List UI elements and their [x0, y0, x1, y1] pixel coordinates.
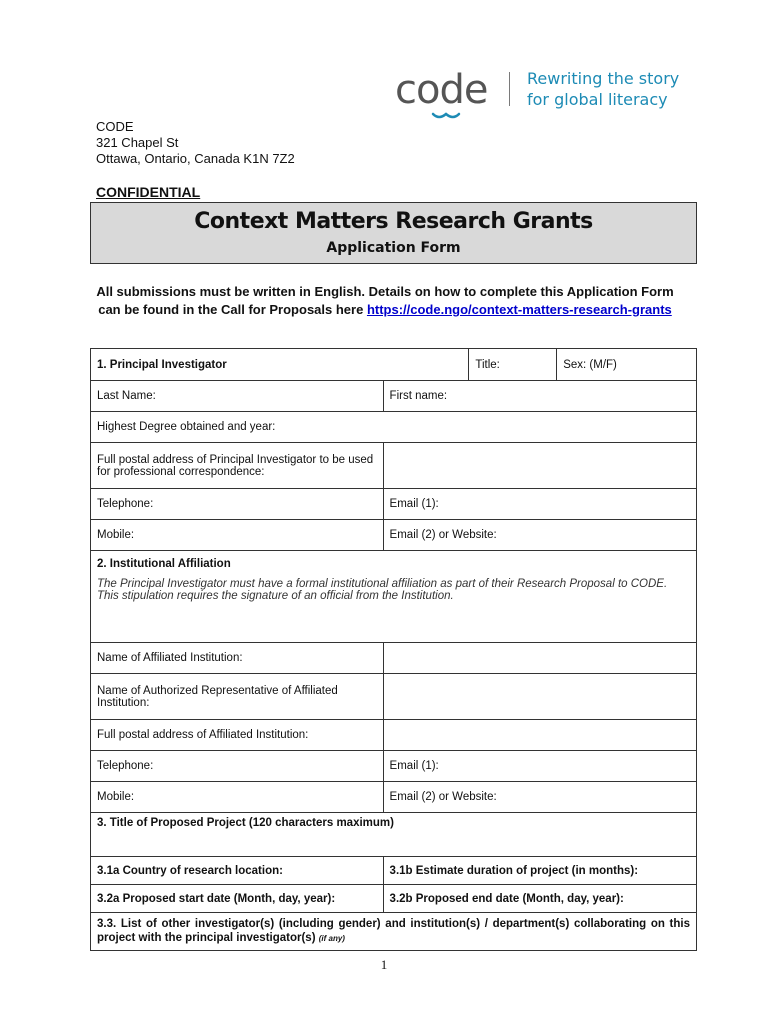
- section2-note: The Principal Investigator must have a formal institutional affiliation as part of their Research Proposal to CODE. This stipulation requires the signature of an official from the Institution.: [97, 578, 668, 602]
- address-line2: 321 Chapel St: [96, 135, 179, 150]
- form-subtitle: Application Form: [326, 240, 461, 256]
- telephone-field[interactable]: Telephone:: [91, 489, 384, 520]
- book-wave-icon: [431, 110, 461, 122]
- email1-field[interactable]: Email (1):: [383, 489, 696, 520]
- form-title-box: [90, 202, 697, 264]
- institution-rep-field[interactable]: [383, 674, 696, 720]
- pi-title-field[interactable]: Title:: [469, 349, 557, 381]
- mailing-address: [96, 119, 295, 167]
- institution-address-label: Full postal address of Affiliated Institution:: [91, 720, 384, 751]
- institution-email1-field[interactable]: Email (1):: [383, 751, 696, 782]
- address-line3: Ottawa, Ontario, Canada K1N 7Z2: [96, 151, 295, 166]
- logo-tagline: [527, 68, 679, 110]
- email2-field[interactable]: Email (2) or Website:: [383, 520, 696, 551]
- application-form-table: [90, 348, 697, 951]
- institution-mobile-field[interactable]: Mobile:: [91, 782, 384, 813]
- section2-heading: 2. Institutional Affiliation: [97, 558, 231, 570]
- institution-name-field[interactable]: [383, 643, 696, 674]
- section2-block: [91, 551, 697, 643]
- other-investigators-label: 3.3. List of other investigator(s) (including gender) and institution(s) / department(s) collaborating on this project with the principal investigator(s): [97, 918, 690, 944]
- institution-address-field[interactable]: [383, 720, 696, 751]
- institution-telephone-field[interactable]: Telephone:: [91, 751, 384, 782]
- country-field[interactable]: 3.1a Country of research location:: [91, 857, 384, 885]
- intro-body: All submissions must be written in English. Details on how to complete this Application Form can be found in the Call for Proposals here: [96, 284, 674, 317]
- logo-wordmark: code: [395, 67, 488, 113]
- institution-email2-field[interactable]: Email (2) or Website:: [383, 782, 696, 813]
- institution-rep-label: Name of Authorized Representative of Affiliated Institution:: [91, 674, 384, 720]
- first-name-field[interactable]: First name:: [383, 381, 696, 412]
- start-date-field[interactable]: 3.2a Proposed start date (Month, day, year):: [91, 885, 384, 913]
- form-title: Context Matters Research Grants: [194, 209, 593, 234]
- mobile-field[interactable]: Mobile:: [91, 520, 384, 551]
- confidential-label: CONFIDENTIAL: [96, 184, 201, 200]
- pi-address-field[interactable]: [383, 443, 696, 489]
- page-number: 1: [380, 957, 388, 972]
- if-any-note: (if any): [318, 934, 345, 943]
- intro-text: [90, 283, 680, 319]
- pi-address-label: Full postal address of Principal Investigator to be used for professional correspondence:: [91, 443, 384, 489]
- section1-heading: 1. Principal Investigator: [91, 349, 469, 381]
- duration-field[interactable]: 3.1b Estimate duration of project (in months):: [383, 857, 696, 885]
- logo-divider: [509, 72, 510, 106]
- logo-tagline-line2: for global literacy: [527, 90, 668, 109]
- pi-sex-field[interactable]: Sex: (M/F): [557, 349, 697, 381]
- other-investigators-field[interactable]: [91, 913, 697, 951]
- call-for-proposals-link[interactable]: https://code.ngo/context-matters-research-grants: [366, 302, 672, 317]
- institution-name-label: Name of Affiliated Institution:: [91, 643, 384, 674]
- end-date-field[interactable]: 3.2b Proposed end date (Month, day, year):: [383, 885, 696, 913]
- section3-title-field[interactable]: 3. Title of Proposed Project (120 characters maximum): [91, 813, 697, 857]
- logo-tagline-line1: Rewriting the story: [527, 69, 680, 88]
- last-name-field[interactable]: Last Name:: [91, 381, 384, 412]
- address-line1: CODE: [96, 119, 134, 134]
- highest-degree-field[interactable]: Highest Degree obtained and year:: [91, 412, 697, 443]
